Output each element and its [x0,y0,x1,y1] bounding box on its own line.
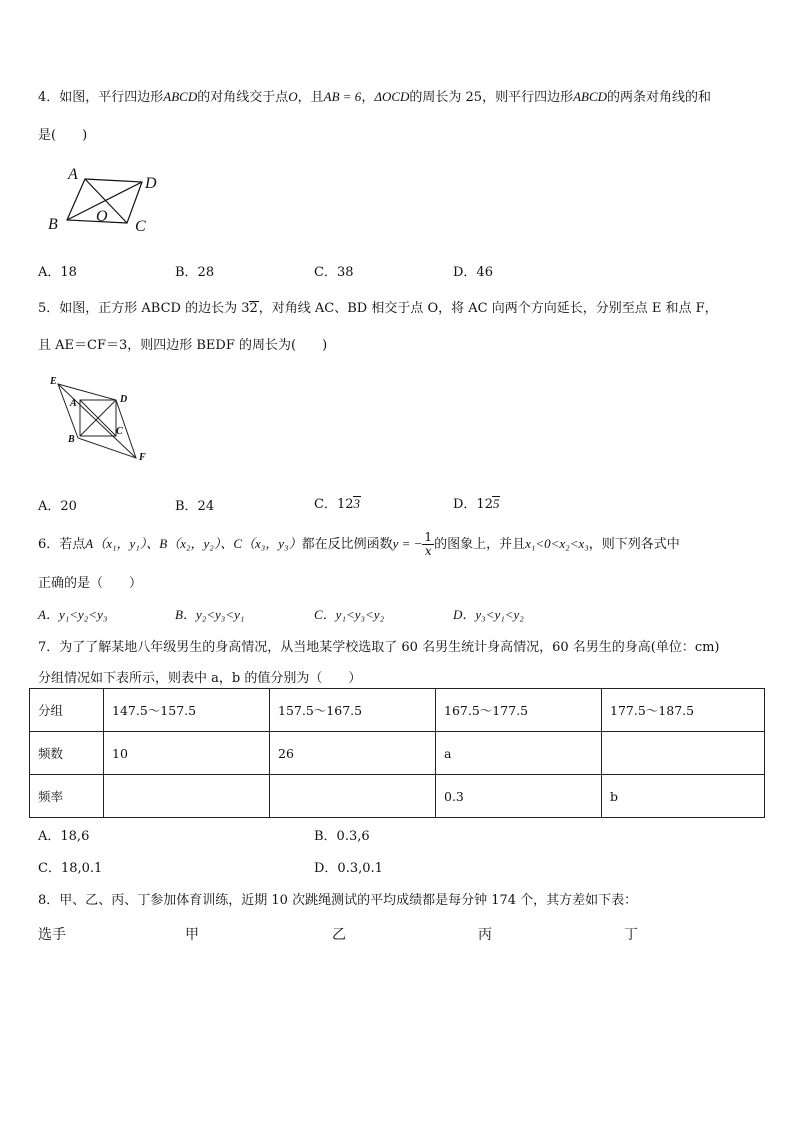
q6-option-b[interactable]: B．y₂<y₃<y₁ [175,607,245,622]
table-cell: 177.5～187.5 [602,689,765,732]
q4-label-a: A [68,166,78,183]
q8-header-ding: 丁 [624,927,638,943]
q5-label-c: C [116,426,123,437]
q7-option-d[interactable]: D．0.3,0.1 [314,861,383,876]
table-cell [270,775,436,818]
q5-stem-line1 [38,297,718,316]
q4-option-d[interactable]: D．46 [453,265,493,280]
q7-stem-line2: 分组情况如下表所示，则表中 a，b 的值分别为（ ） [38,671,362,686]
table-row [30,732,765,775]
q5-label-a: A [70,398,77,409]
q6-text: 6．若点 [38,537,86,552]
table-cell: 167.5～177.5 [436,689,602,732]
q5-option-c-text: C．12 [314,497,354,512]
table-row [30,689,765,732]
q4-point-o: O [288,89,298,104]
q6-frac-den: x [424,544,432,558]
q4-abcd: ABCD [573,89,608,104]
q4-text: 的两条对角线的和 [607,90,712,105]
q5-option-b[interactable]: B．24 [175,499,215,514]
q6-stem-line1 [38,530,680,559]
q5-option-d-text: D．12 [453,497,493,512]
q6-text: ，则下列各式中 [588,537,680,552]
q7-frequency-table [29,688,765,818]
q5-sqrt-value: 2 [249,301,258,316]
q5-label-f: F [139,452,146,463]
table-cell: 频数 [30,732,104,775]
q8-header-yi: 乙 [332,927,346,943]
q6-stem-line2: 正确的是（ ） [38,576,143,591]
q6-option-d[interactable]: D．y₃<y₁<y₂ [453,607,524,622]
q5-option-a[interactable]: A．20 [38,499,77,514]
table-cell: 0.3 [436,775,602,818]
q4-text: 的对角线交于点 [197,90,289,105]
q4-ocd: ΔOCD [374,89,410,104]
q6-option-a[interactable]: A．y₁<y₂<y₃ [38,607,108,622]
table-cell: a [436,732,602,775]
q5-label-e: E [50,376,57,387]
table-cell: 10 [104,732,270,775]
q7-stem-line1: 7．为了了解某地八年级男生的身高情况，从当地某学校选取了 60 名男生统计身高情况，60 名男生的身高(单位：cm) [38,640,720,655]
table-cell [104,775,270,818]
q6-function-lhs: y = − [392,536,423,551]
q5-stem-line2: 且 AE＝CF＝3，则四边形 BEDF 的周长为( ) [38,338,328,353]
q5-option-c[interactable] [314,493,361,512]
table-cell: b [602,775,765,818]
q4-option-c[interactable]: C．38 [314,265,354,280]
q5-option-d[interactable] [453,493,500,512]
q7-option-a[interactable]: A．18,6 [38,829,90,844]
q4-text: ，且 [297,90,324,105]
q4-abcd: ABCD [163,89,198,104]
q6-text: 的图象上，并且 [434,537,526,552]
q6-condition: x₁<0<x₂<x₃ [525,536,589,551]
q7-option-c[interactable]: C．18,0.1 [38,861,103,876]
q5-sqrt [249,301,259,316]
q4-option-a[interactable]: A．18 [38,265,77,280]
q4-stem-line1 [38,86,711,105]
q6-frac-num: 1 [424,530,433,544]
q5-text: ，对角线 AC、BD 相交于点 O，将 AC 向两个方向延长，分别至点 E 和点 F， [258,301,718,316]
q5-square-figure [44,372,164,467]
q4-parallelogram-figure [40,163,170,238]
table-row [30,775,765,818]
q4-label-b: B [48,216,58,233]
q5-option-c-sqrt: 3 [353,496,360,511]
table-cell: 频率 [30,775,104,818]
q4-label-d: D [145,175,157,192]
q4-text: ， [361,90,375,105]
table-cell: 分组 [30,689,104,732]
q4-label-o: O [96,208,108,225]
q7-option-b[interactable]: B．0.3,6 [314,829,370,844]
table-cell: 26 [270,732,436,775]
q4-option-b[interactable]: B．28 [175,265,215,280]
q6-points: A（x₁，y₁）、B（x₂，y₂）、C（x₃，y₃） [85,536,302,551]
q6-text: 都在反比例函数 [301,537,393,552]
table-cell [602,732,765,775]
table-cell: 157.5～167.5 [270,689,436,732]
q4-label-c: C [135,218,146,235]
q4-text: 的周长为 25，则平行四边形 [409,90,574,105]
table-cell: 147.5～157.5 [104,689,270,732]
q5-label-b: B [68,434,75,445]
q5-option-d-sqrt: 5 [492,496,500,511]
q8-stem-line1: 8．甲、乙、丙、丁参加体育训练，近期 10 次跳绳测试的平均成绩都是每分钟 174 个，其方差如下表： [38,893,638,908]
q5-text: 5．如图，正方形 ABCD 的边长为 3 [38,301,250,316]
q8-header-label: 选手 [38,927,66,943]
q4-ab: AB = 6 [323,89,362,104]
q6-option-c[interactable]: C．y₁<y₃<y₂ [314,607,385,622]
q8-header-jia: 甲 [185,927,199,943]
q6-fraction [422,531,434,558]
q4-text: 4．如图，平行四边形 [38,90,164,105]
q5-label-d: D [120,394,128,405]
q8-header-bing: 丙 [478,927,492,943]
q4-stem-line2: 是( ) [38,128,88,143]
